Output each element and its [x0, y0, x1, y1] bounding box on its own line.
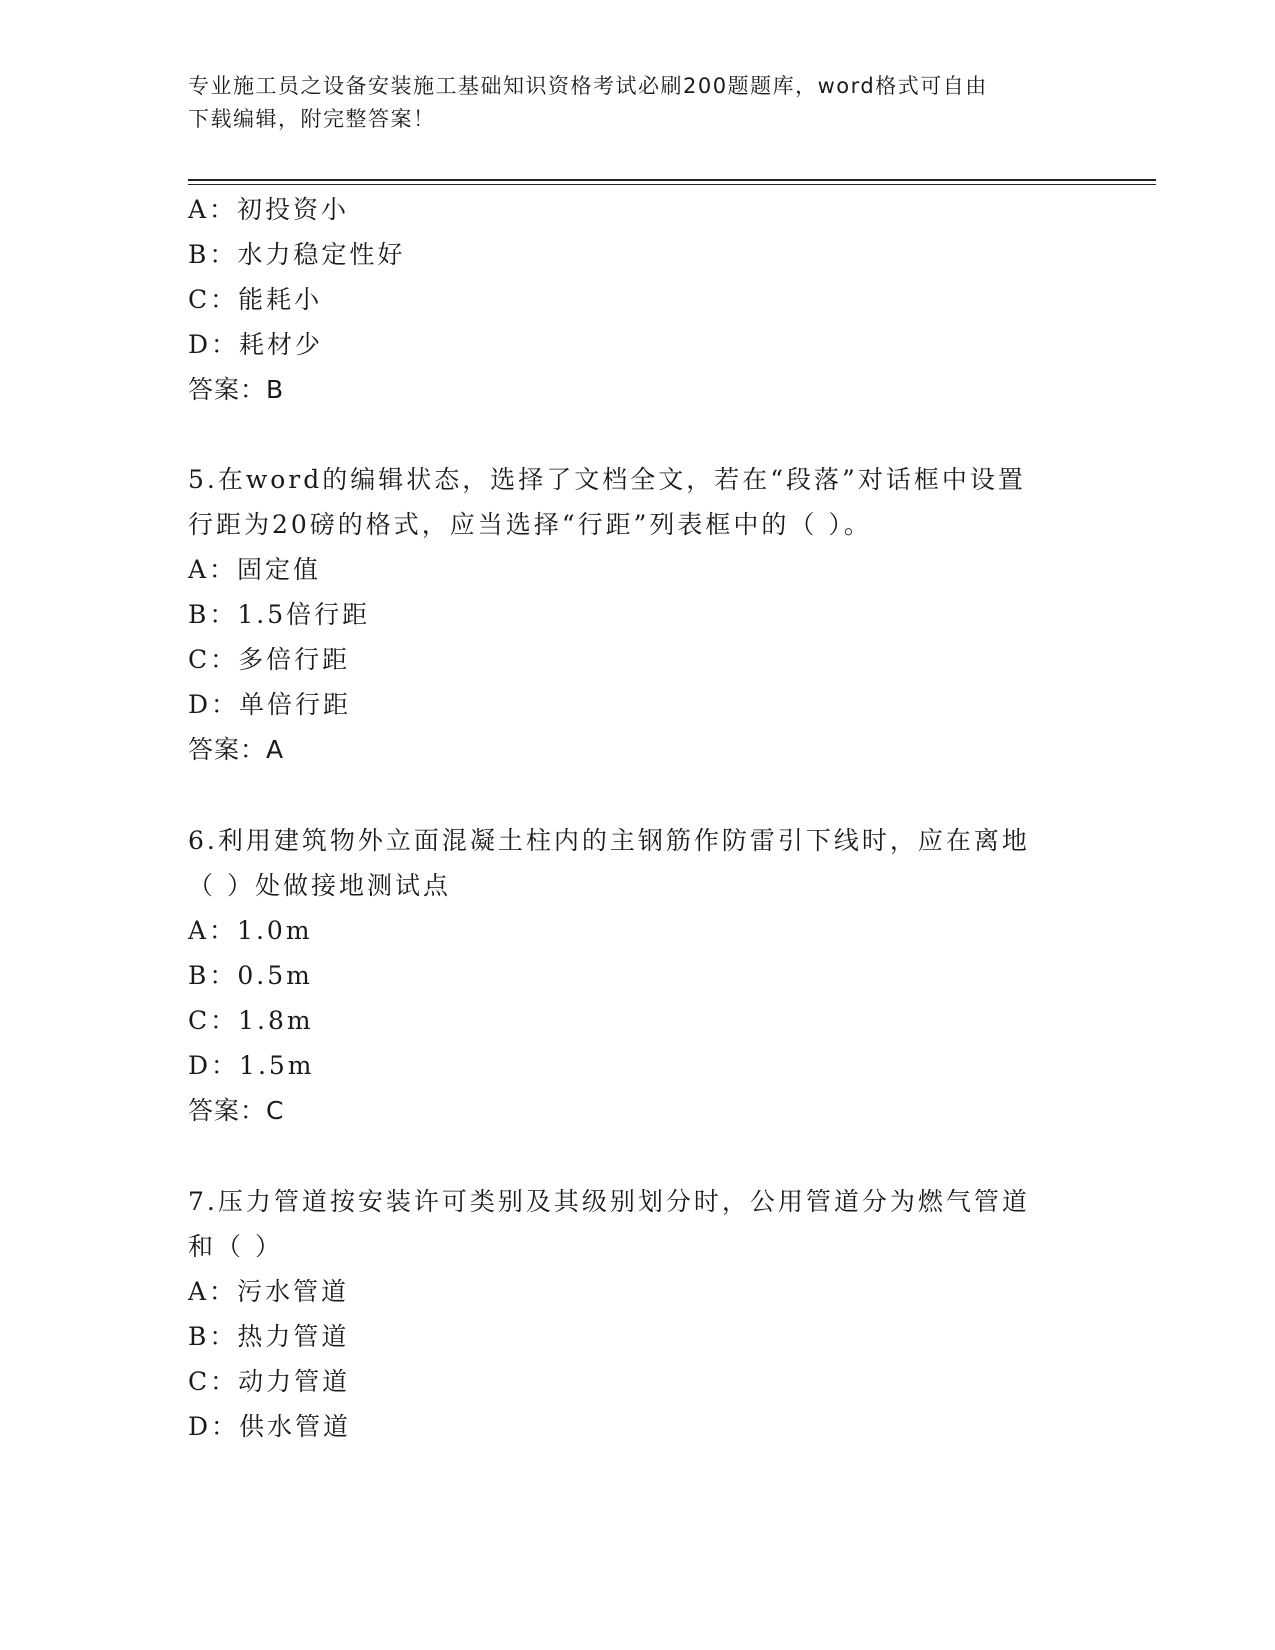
- q7-option-c: C：动力管道: [188, 1367, 351, 1396]
- q5-option-c: C：多倍行距: [188, 645, 351, 674]
- q5-stem-line-1: 5.在word的编辑状态，选择了文档全文，若在“段落”对话框中设置: [188, 465, 1026, 494]
- q5-stem-line-2: 行距为20磅的格式，应当选择“行距”列表框中的（ ）。: [188, 510, 872, 539]
- document-header: [188, 70, 1068, 136]
- q4-option-c: C：能耗小: [188, 285, 323, 314]
- header-rule-thick: [188, 179, 1156, 181]
- q5-option-a: A：固定值: [188, 555, 322, 584]
- q5-option-b: B：1.5倍行距: [188, 600, 371, 629]
- q6-option-c: C：1.8m: [188, 1006, 314, 1035]
- header-rule-thin: [188, 184, 1156, 185]
- q7-stem-line-1: 7.压力管道按安装许可类别及其级别划分时，公用管道分为燃气管道: [188, 1187, 1030, 1216]
- q7-option-a: A：污水管道: [188, 1277, 350, 1306]
- q7-stem-line-2: 和（ ）: [188, 1232, 283, 1261]
- q7-option-b: B：热力管道: [188, 1322, 350, 1351]
- header-line-1: 专业施工员之设备安装施工基础知识资格考试必刷200题题库，word格式可自由: [188, 74, 988, 98]
- q6-option-a: A：1.0m: [188, 916, 313, 945]
- q6-option-b: B：0.5m: [188, 961, 313, 990]
- q6-option-d: D：1.5m: [188, 1051, 315, 1080]
- q6-stem-line-1: 6.利用建筑物外立面混凝土柱内的主钢筋作防雷引下线时，应在离地: [188, 826, 1030, 855]
- q5-option-d: D：单倍行距: [188, 690, 352, 719]
- q4-option-a: A：初投资小: [188, 195, 350, 224]
- q5-answer: 答案：A: [188, 735, 285, 764]
- q6-stem-line-2: （ ）处做接地测试点: [188, 871, 451, 900]
- q6-answer: 答案：C: [188, 1096, 285, 1125]
- q4-answer: 答案：B: [188, 375, 285, 404]
- q4-option-b: B：水力稳定性好: [188, 240, 406, 269]
- header-line-2: 下载编辑，附完整答案！: [188, 107, 436, 131]
- q7-option-d: D：供水管道: [188, 1412, 352, 1441]
- q4-option-d: D：耗材少: [188, 330, 324, 359]
